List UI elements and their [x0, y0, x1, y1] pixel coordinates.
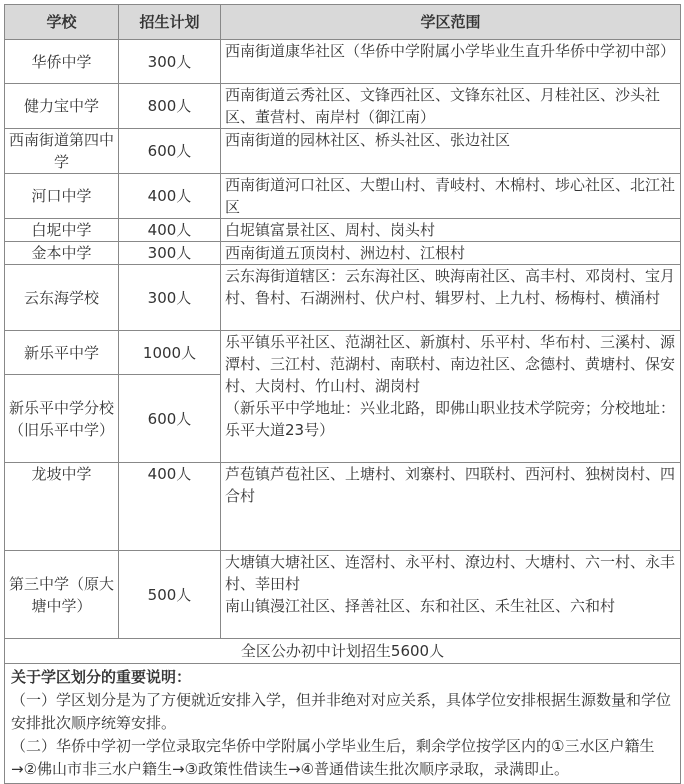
leping-address-text: （新乐平中学地址：兴业北路，即佛山职业技术学院旁；分校地址：乐平大道23号）	[225, 399, 676, 439]
school-name: 金本中学	[5, 242, 119, 265]
school-name: 第三中学（原大塘中学）	[5, 551, 119, 639]
enrollment-plan: 300人	[119, 242, 221, 265]
total-enrollment: 全区公办初中计划招生5600人	[5, 639, 681, 664]
district-area: 芦苞镇芦苞社区、上塘村、刘寨村、四联村、西河村、独树岗村、四合村	[221, 463, 681, 551]
note-item: （一）学区划分是为了方便就近安排入学，但并非绝对对应关系，具体学位安排根据生源数量和学位安排批次顺序统筹安排。	[11, 691, 672, 732]
notes-cell	[5, 664, 681, 784]
enrollment-plan: 800人	[119, 84, 221, 129]
note-item: （二）华侨中学初一学位录取完华侨中学附属小学毕业生后，剩余学位按学区内的①三水区户籍生→②佛山市非三水户籍生→③政策性借读生→④普通借读生批次顺序录取，录满即止。	[11, 737, 655, 778]
enrollment-plan: 300人	[119, 40, 221, 84]
table-row	[5, 174, 681, 219]
table-row	[5, 463, 681, 551]
district-area-line: 南山镇漫江社区、择善社区、东和社区、禾生社区、六和村	[225, 597, 616, 615]
district-area-leping	[221, 331, 681, 463]
school-name: 新乐平中学	[5, 331, 119, 375]
table-row	[5, 265, 681, 331]
table-row	[5, 331, 681, 375]
district-area: 西南街道的园林社区、桥头社区、张边社区	[221, 129, 681, 174]
school-name: 西南街道第四中学	[5, 129, 119, 174]
district-area: 白坭镇富景社区、周村、岗头村	[221, 219, 681, 242]
district-area: 西南街道云秀社区、文锋西社区、文锋东社区、月桂社区、沙头社区、董营村、南岸村（御江南）	[221, 84, 681, 129]
table-row	[5, 129, 681, 174]
leping-area-text: 乐平镇乐平社区、范湖社区、新旗村、乐平村、华布村、三溪村、源潭村、三江村、范湖村、南联村、南边社区、念德村、黄塘村、保安村、大岗村、竹山村、湖岗村	[225, 333, 676, 395]
school-name: 河口中学	[5, 174, 119, 219]
enrollment-plan: 300人	[119, 265, 221, 331]
enrollment-plan: 400人	[119, 463, 221, 551]
school-name: 云东海学校	[5, 265, 119, 331]
district-area-line: 大塘镇大塘社区、连滘村、永平村、潦边村、大塘村、六一村、永丰村、莘田村	[225, 553, 676, 593]
header-area: 学区范围	[221, 5, 681, 40]
notes-title: 关于学区划分的重要说明：	[11, 668, 192, 686]
school-name: 华侨中学	[5, 40, 119, 84]
enrollment-plan: 600人	[119, 375, 221, 463]
table-row	[5, 84, 681, 129]
total-row	[5, 639, 681, 664]
header-school: 学校	[5, 5, 119, 40]
header-plan: 招生计划	[119, 5, 221, 40]
district-area: 西南街道五顶岗村、洲边村、江根村	[221, 242, 681, 265]
district-area: 西南街道河口社区、大塱山村、青岐村、木棉村、埗心社区、北江社区	[221, 174, 681, 219]
enrollment-table	[4, 4, 681, 784]
enrollment-plan: 400人	[119, 174, 221, 219]
table-row	[5, 219, 681, 242]
school-name: 健力宝中学	[5, 84, 119, 129]
enrollment-plan: 600人	[119, 129, 221, 174]
enrollment-plan: 400人	[119, 219, 221, 242]
district-area: 云东海街道辖区：云东海社区、映海南社区、高丰村、邓岗村、宝月村、鲁村、石湖洲村、伏户村、辑罗村、上九村、杨梅村、横涌村	[221, 265, 681, 331]
district-area	[221, 551, 681, 639]
school-name: 龙坡中学	[5, 463, 119, 551]
header-row	[5, 5, 681, 40]
table-row	[5, 242, 681, 265]
school-name: 白坭中学	[5, 219, 119, 242]
notes-row	[5, 664, 681, 784]
school-name: 新乐平中学分校（旧乐平中学）	[5, 375, 119, 463]
enrollment-plan: 1000人	[119, 331, 221, 375]
district-area: 西南街道康华社区（华侨中学附属小学毕业生直升华侨中学初中部）	[221, 40, 681, 84]
table-row	[5, 551, 681, 639]
table-row	[5, 40, 681, 84]
enrollment-plan: 500人	[119, 551, 221, 639]
